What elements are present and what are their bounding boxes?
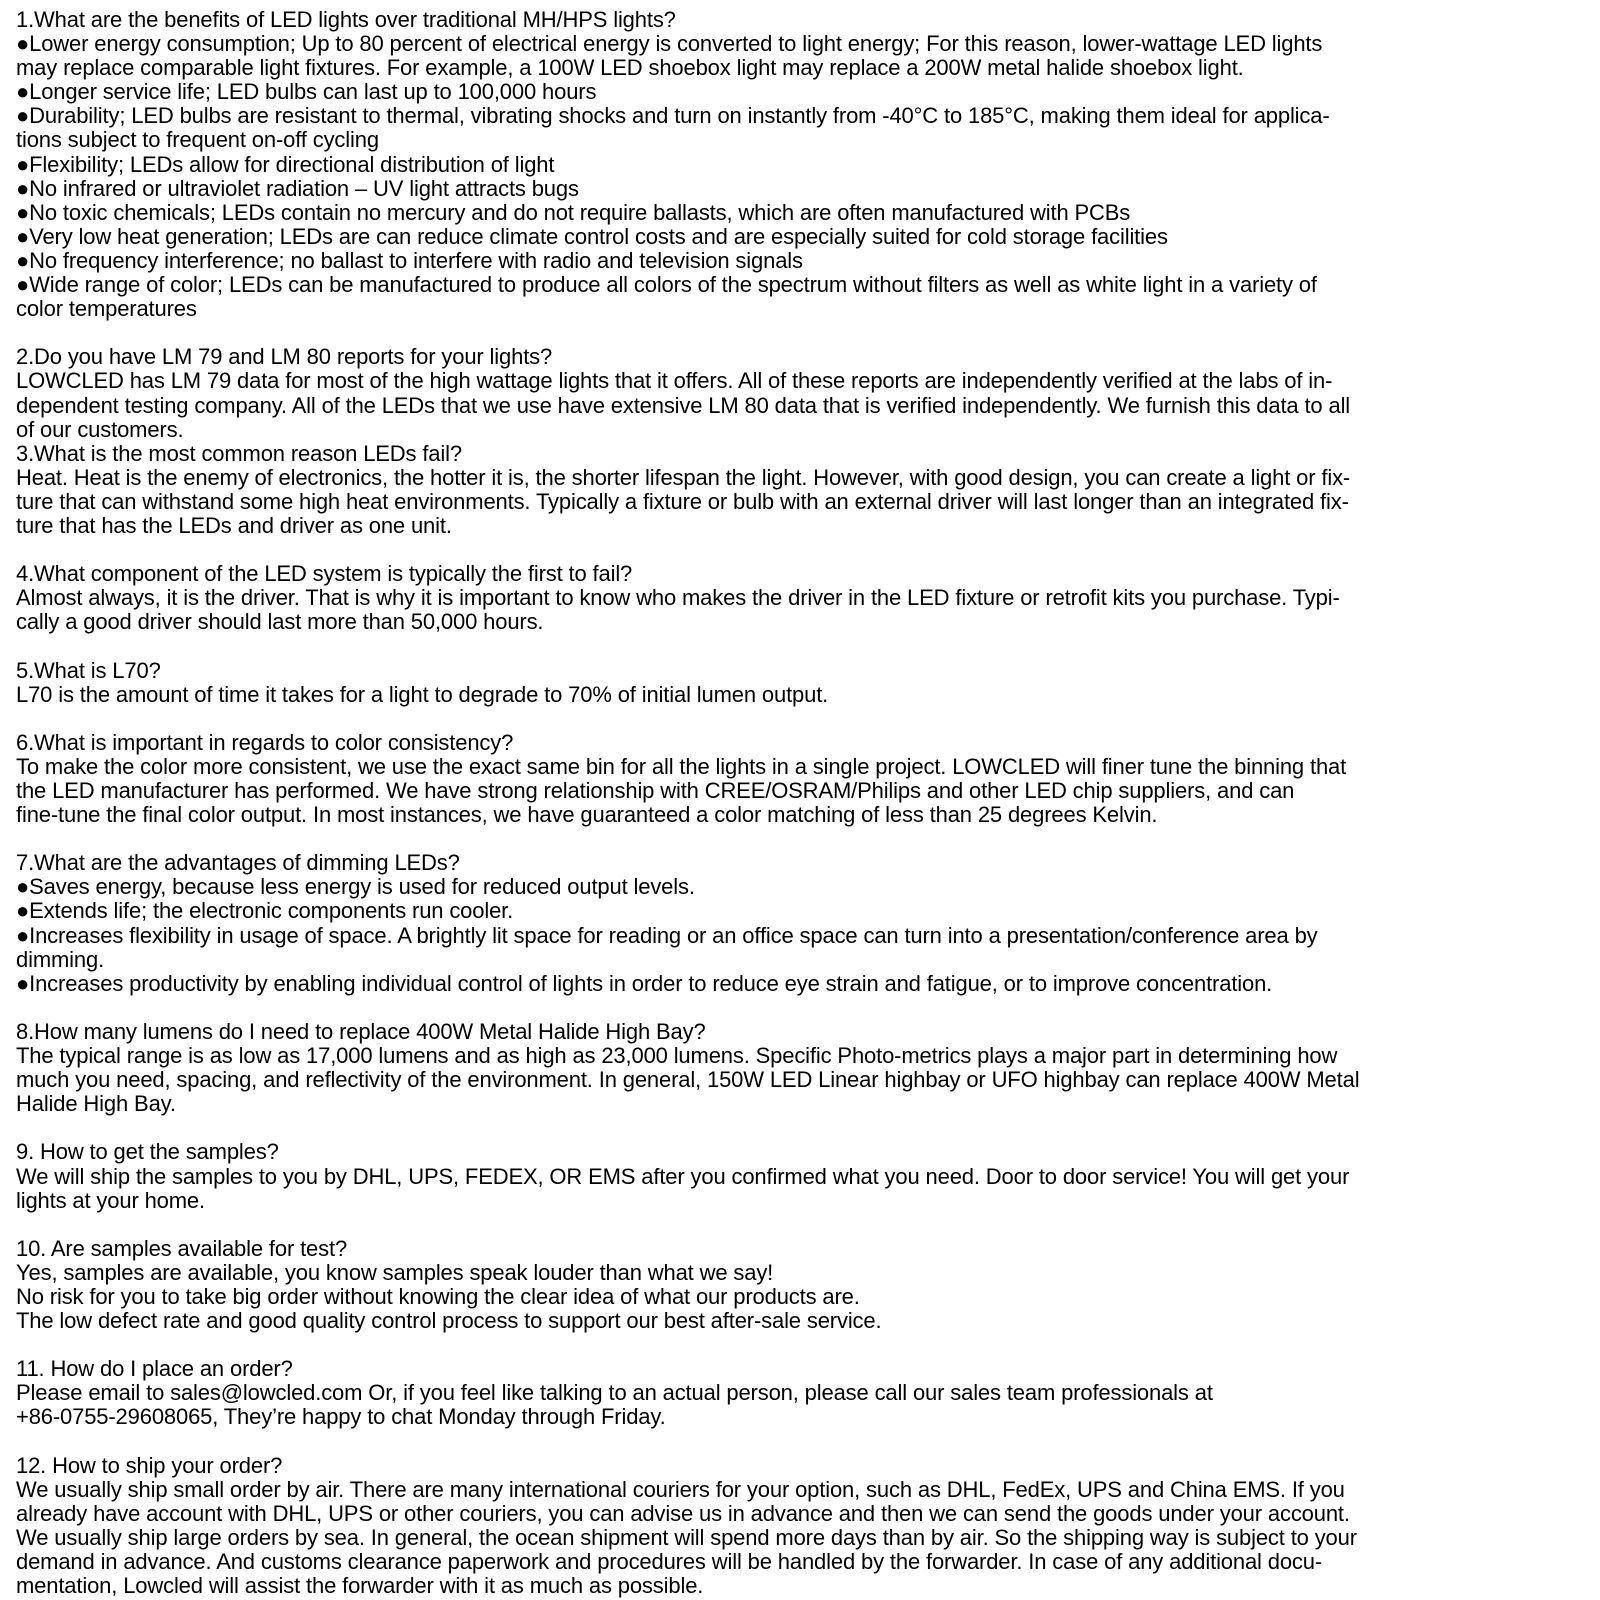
- faq-item-3: [16, 442, 1590, 538]
- faq-question-4: 4.What component of the LED system is typically the first to fail?: [16, 561, 633, 587]
- faq-item-7: [16, 851, 1590, 996]
- faq-answer-11: Please email to sales@lowcled.com Or, if you feel like talking to an actual person, please call our sales team professionals at +86-0755-29608065, They’re happy to chat Monday through Friday.: [16, 1380, 1213, 1430]
- faq-answer-5: L70 is the amount of time it takes for a light to degrade to 70% of initial lumen output.: [16, 681, 829, 707]
- faq-item-2: [16, 345, 1590, 441]
- paragraph-gap: [16, 827, 1590, 851]
- faq-bullet: ●Saves energy, because less energy is used for reduced output levels.: [16, 874, 695, 900]
- faq-answer-10: Yes, samples are available, you know samples speak louder than what we say! No risk for you to take big order without knowing the clear idea of what our products are. The low defect rate and good quality control process to support our best after-sale service.: [16, 1259, 882, 1334]
- faq-question-8: 8.How many lumens do I need to replace 400W Metal Halide High Bay?: [16, 1018, 706, 1044]
- faq-answer-12: We usually ship small order by air. There are many international couriers for your option, such as DHL, FedEx, UPS and China EMS. If you already have account with DHL, UPS or other couriers, you can advise us in advance and then we can send the goods under your account. We usually ship large orders by sea. In general, the ocean shipment will spend more days than by air. So the shipping way is subject to your demand in advance. And customs clearance paperwork and procedures will be handled by the forwarder. In case of any additional docu- mentation, Lowcled will assist the forwarder with it as much as possible.: [16, 1476, 1357, 1599]
- faq-bullet: ●Increases flexibility in usage of space. A brightly lit space for reading or an office space can turn into a presentation/conference area by dimming.: [16, 922, 1318, 972]
- faq-question-5: 5.What is L70?: [16, 657, 161, 683]
- faq-bullet: ●No frequency interference; no ballast to interfere with radio and television signals: [16, 247, 803, 273]
- faq-question-1: 1.What are the benefits of LED lights over traditional MH/HPS lights?: [16, 7, 676, 32]
- faq-bullet: ●Extends life; the electronic components run cooler.: [16, 898, 514, 924]
- faq-question-10: 10. Are samples available for test?: [16, 1235, 348, 1261]
- faq-answer-4: Almost always, it is the driver. That is why it is important to know who makes the driver in the LED fixture or retrofit kits you purchase. Typi- cally a good driver should last more than 50,000 hours.: [16, 585, 1340, 635]
- paragraph-gap: [16, 321, 1590, 345]
- faq-answer-2: LOWCLED has LM 79 data for most of the high wattage lights that it offers. All of these reports are independently verified at the labs of in- dependent testing company. All of the LEDs that we use have extensive LM 80 data that is verified independently. We furnish this data to all of our customers.: [16, 368, 1351, 442]
- faq-question-12: 12. How to ship your order?: [16, 1452, 283, 1478]
- faq-item-12: [16, 1454, 1590, 1599]
- paragraph-gap: [16, 1116, 1590, 1140]
- paragraph-gap: [16, 996, 1590, 1020]
- paragraph-gap: [16, 1430, 1590, 1454]
- faq-bullet: ●Increases productivity by enabling individual control of lights in order to reduce eye strain and fatigue, or to improve concentration.: [16, 970, 1273, 996]
- faq-item-4: [16, 562, 1590, 634]
- faq-bullet: ●Wide range of color; LEDs can be manufactured to produce all colors of the spectrum without filters as well as white light in a variety of color temperatures: [16, 272, 1317, 322]
- faq-question-2: 2.Do you have LM 79 and LM 80 reports for your lights?: [16, 344, 553, 370]
- faq-answer-3: Heat. Heat is the enemy of electronics, the hotter it is, the shorter lifespan the light. However, with good design, you can create a light or fix- ture that can withstand some high heat environments. Typically a fixture or bulb with an external driver will last longer than an integrated fix- ture that has the LEDs and driver as one unit.: [16, 464, 1351, 538]
- faq-bullet: ●Durability; LED bulbs are resistant to thermal, vibrating shocks and turn on instantly from -40°C to 185°C, making them ideal for applica- tions subject to frequent on-off cycling: [16, 103, 1330, 153]
- paragraph-gap: [16, 707, 1590, 731]
- faq-answer-6: To make the color more consistent, we use the exact same bin for all the lights in a single project. LOWCLED will finer tune the binning that the LED manufacturer has performed. We have strong relationship with CREE/OSRAM/Philips and other LED chip suppliers, and can fine-tune the final color output. In most instances, we have guaranteed a color matching of less than 25 degrees Kelvin.: [16, 753, 1347, 828]
- faq-item-8: [16, 1020, 1590, 1116]
- paragraph-gap: [16, 538, 1590, 562]
- faq-answer-8: The typical range is as low as 17,000 lumens and as high as 23,000 lumens. Specific Photo-metrics plays a major part in determining how much you need, spacing, and reflectivity of the environment. In general, 150W LED Linear highbay or UFO highbay can replace 400W Metal Halide High Bay.: [16, 1043, 1360, 1117]
- faq-question-6: 6.What is important in regards to color consistency?: [16, 729, 514, 755]
- faq-item-10: [16, 1237, 1590, 1333]
- faq-item-5: [16, 659, 1590, 707]
- faq-bullet: ●Longer service life; LED bulbs can last up to 100,000 hours: [16, 79, 597, 105]
- faq-answer-9: We will ship the samples to you by DHL, UPS, FEDEX, OR EMS after you confirmed what you need. Door to door service! You will get your lights at your home.: [16, 1163, 1350, 1213]
- paragraph-gap: [16, 634, 1590, 658]
- faq-bullet: ●No infrared or ultraviolet radiation – UV light attracts bugs: [16, 175, 579, 201]
- paragraph-gap: [16, 1333, 1590, 1357]
- faq-question-11: 11. How do I place an order?: [16, 1356, 293, 1382]
- faq-bullet: ●Lower energy consumption; Up to 80 percent of electrical energy is converted to light energy; For this reason, lower-wattage LED lights may replace comparable light fixtures. For example, a 100W LED shoebox light may replace a 200W metal halide shoebox light.: [16, 31, 1323, 81]
- faq-item-6: [16, 731, 1590, 827]
- faq-question-7: 7.What are the advantages of dimming LEDs?: [16, 850, 460, 876]
- faq-item-11: [16, 1357, 1590, 1429]
- faq-bullet: ●Very low heat generation; LEDs are can reduce climate control costs and are especially suited for cold storage facilities: [16, 223, 1168, 249]
- paragraph-gap: [16, 1213, 1590, 1237]
- faq-question-9: 9. How to get the samples?: [16, 1139, 279, 1165]
- faq-question-3: 3.What is the most common reason LEDs fail?: [16, 440, 462, 466]
- faq-bullet: ●No toxic chemicals; LEDs contain no mercury and do not require ballasts, which are often manufactured with PCBs: [16, 199, 1131, 225]
- faq-bullet: ●Flexibility; LEDs allow for directional distribution of light: [16, 151, 555, 177]
- faq-item-9: [16, 1140, 1590, 1212]
- faq-item-1: [16, 8, 1590, 321]
